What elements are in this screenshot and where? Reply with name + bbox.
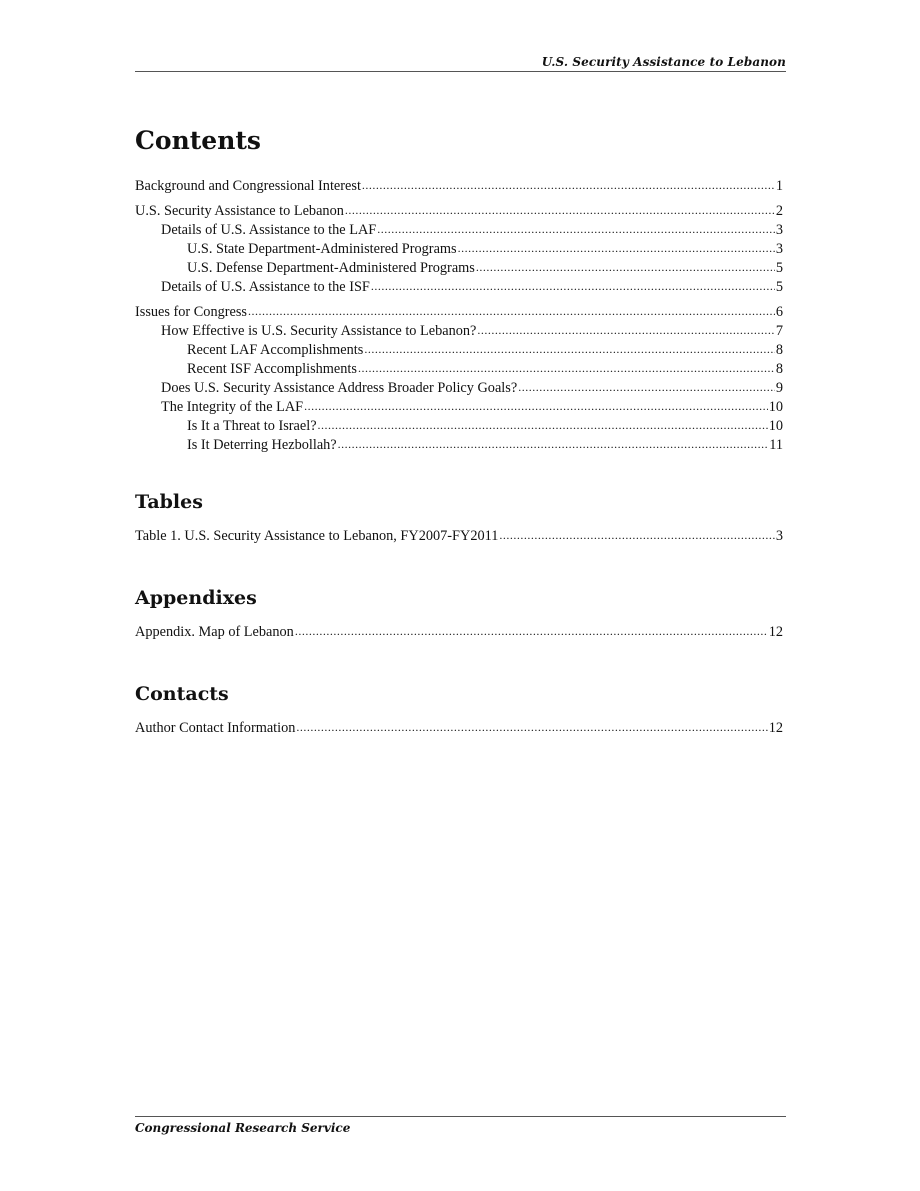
toc-entry[interactable] xyxy=(135,719,783,738)
toc-entry-label: Author Contact Information xyxy=(135,720,296,736)
dot-leader xyxy=(296,718,767,737)
toc-entry-page: 5 xyxy=(775,260,783,276)
dot-leader xyxy=(518,378,775,397)
toc-entry[interactable] xyxy=(135,398,783,417)
toc-entry[interactable] xyxy=(135,303,783,322)
toc-entry-page: 3 xyxy=(775,222,783,238)
toc-entry-page: 10 xyxy=(768,418,783,434)
running-header xyxy=(135,55,786,72)
contents-list xyxy=(135,177,783,455)
toc-entry-page: 11 xyxy=(769,437,783,453)
toc-entry-label: Background and Congressional Interest xyxy=(135,178,361,194)
toc-entry[interactable] xyxy=(135,379,783,398)
toc-entry-label: Details of U.S. Assistance to the ISF xyxy=(161,279,370,295)
appendixes-heading: Appendixes xyxy=(135,587,257,609)
toc-entry-page: 6 xyxy=(775,304,783,320)
section-spacer xyxy=(135,642,783,681)
toc-entry-label: Table 1. U.S. Security Assistance to Lebanon, FY2007-FY2011 xyxy=(135,528,499,544)
section-spacer xyxy=(135,546,783,585)
toc-entry-label: U.S. Security Assistance to Lebanon xyxy=(135,203,344,219)
contents-heading: Contents xyxy=(135,126,262,155)
toc-entry-page: 12 xyxy=(768,624,783,640)
toc-entry-page: 3 xyxy=(775,528,783,544)
toc-entry-page: 7 xyxy=(775,323,783,339)
dot-leader xyxy=(364,340,775,359)
publisher-name: Congressional Research Service xyxy=(135,1121,351,1135)
toc-entry-page: 8 xyxy=(775,361,783,377)
toc-entry[interactable] xyxy=(135,527,783,546)
table-of-contents-page xyxy=(135,124,783,738)
toc-entry[interactable] xyxy=(135,360,783,379)
toc-entry[interactable] xyxy=(135,259,783,278)
dot-leader xyxy=(477,321,774,340)
dot-leader xyxy=(371,277,775,296)
toc-entry[interactable] xyxy=(135,177,783,196)
tables-heading: Tables xyxy=(135,491,203,513)
toc-entry-label: Is It a Threat to Israel? xyxy=(187,418,317,434)
toc-entry-page: 5 xyxy=(775,279,783,295)
toc-entry[interactable] xyxy=(135,623,783,642)
toc-entry-label: Does U.S. Security Assistance Address Broader Policy Goals? xyxy=(161,380,518,396)
dot-leader xyxy=(248,302,775,321)
running-footer xyxy=(135,1116,786,1135)
section-spacer xyxy=(135,455,783,489)
toc-entry-page: 8 xyxy=(775,342,783,358)
toc-entry-label: Is It Deterring Hezbollah? xyxy=(187,437,337,453)
running-title: U.S. Security Assistance to Lebanon xyxy=(541,55,786,69)
toc-entry[interactable] xyxy=(135,240,783,259)
toc-entry[interactable] xyxy=(135,278,783,297)
toc-entry-label: Appendix. Map of Lebanon xyxy=(135,624,294,640)
appendixes-list xyxy=(135,623,783,642)
toc-entry[interactable] xyxy=(135,202,783,221)
toc-entry-label: U.S. State Department-Administered Programs xyxy=(187,241,457,257)
dot-leader xyxy=(362,176,775,195)
toc-entry-page: 9 xyxy=(775,380,783,396)
toc-entry-label: Recent LAF Accomplishments xyxy=(187,342,364,358)
toc-entry-page: 10 xyxy=(768,399,783,415)
toc-entry-label: Details of U.S. Assistance to the LAF xyxy=(161,222,377,238)
dot-leader xyxy=(458,239,775,258)
toc-entry-page: 3 xyxy=(775,241,783,257)
toc-entry-page: 1 xyxy=(775,178,783,194)
toc-entry-label: The Integrity of the LAF xyxy=(161,399,304,415)
dot-leader xyxy=(476,258,775,277)
dot-leader xyxy=(358,359,775,378)
dot-leader xyxy=(295,622,768,641)
contacts-list xyxy=(135,719,783,738)
dot-leader xyxy=(318,416,768,435)
toc-entry-label: U.S. Defense Department-Administered Programs xyxy=(187,260,475,276)
toc-entry-page: 2 xyxy=(775,203,783,219)
toc-entry-label: How Effective is U.S. Security Assistance to Lebanon? xyxy=(161,323,477,339)
dot-leader xyxy=(345,201,775,220)
tables-list xyxy=(135,527,783,546)
dot-leader xyxy=(377,220,775,239)
toc-entry[interactable] xyxy=(135,322,783,341)
contacts-heading: Contacts xyxy=(135,683,229,705)
toc-entry[interactable] xyxy=(135,436,783,455)
dot-leader xyxy=(304,397,768,416)
dot-leader xyxy=(338,435,769,454)
toc-entry-page: 12 xyxy=(768,720,783,736)
toc-entry[interactable] xyxy=(135,417,783,436)
toc-entry[interactable] xyxy=(135,221,783,240)
dot-leader xyxy=(499,526,774,545)
toc-entry-label: Issues for Congress xyxy=(135,304,247,320)
toc-entry[interactable] xyxy=(135,341,783,360)
toc-entry-label: Recent ISF Accomplishments xyxy=(187,361,357,377)
